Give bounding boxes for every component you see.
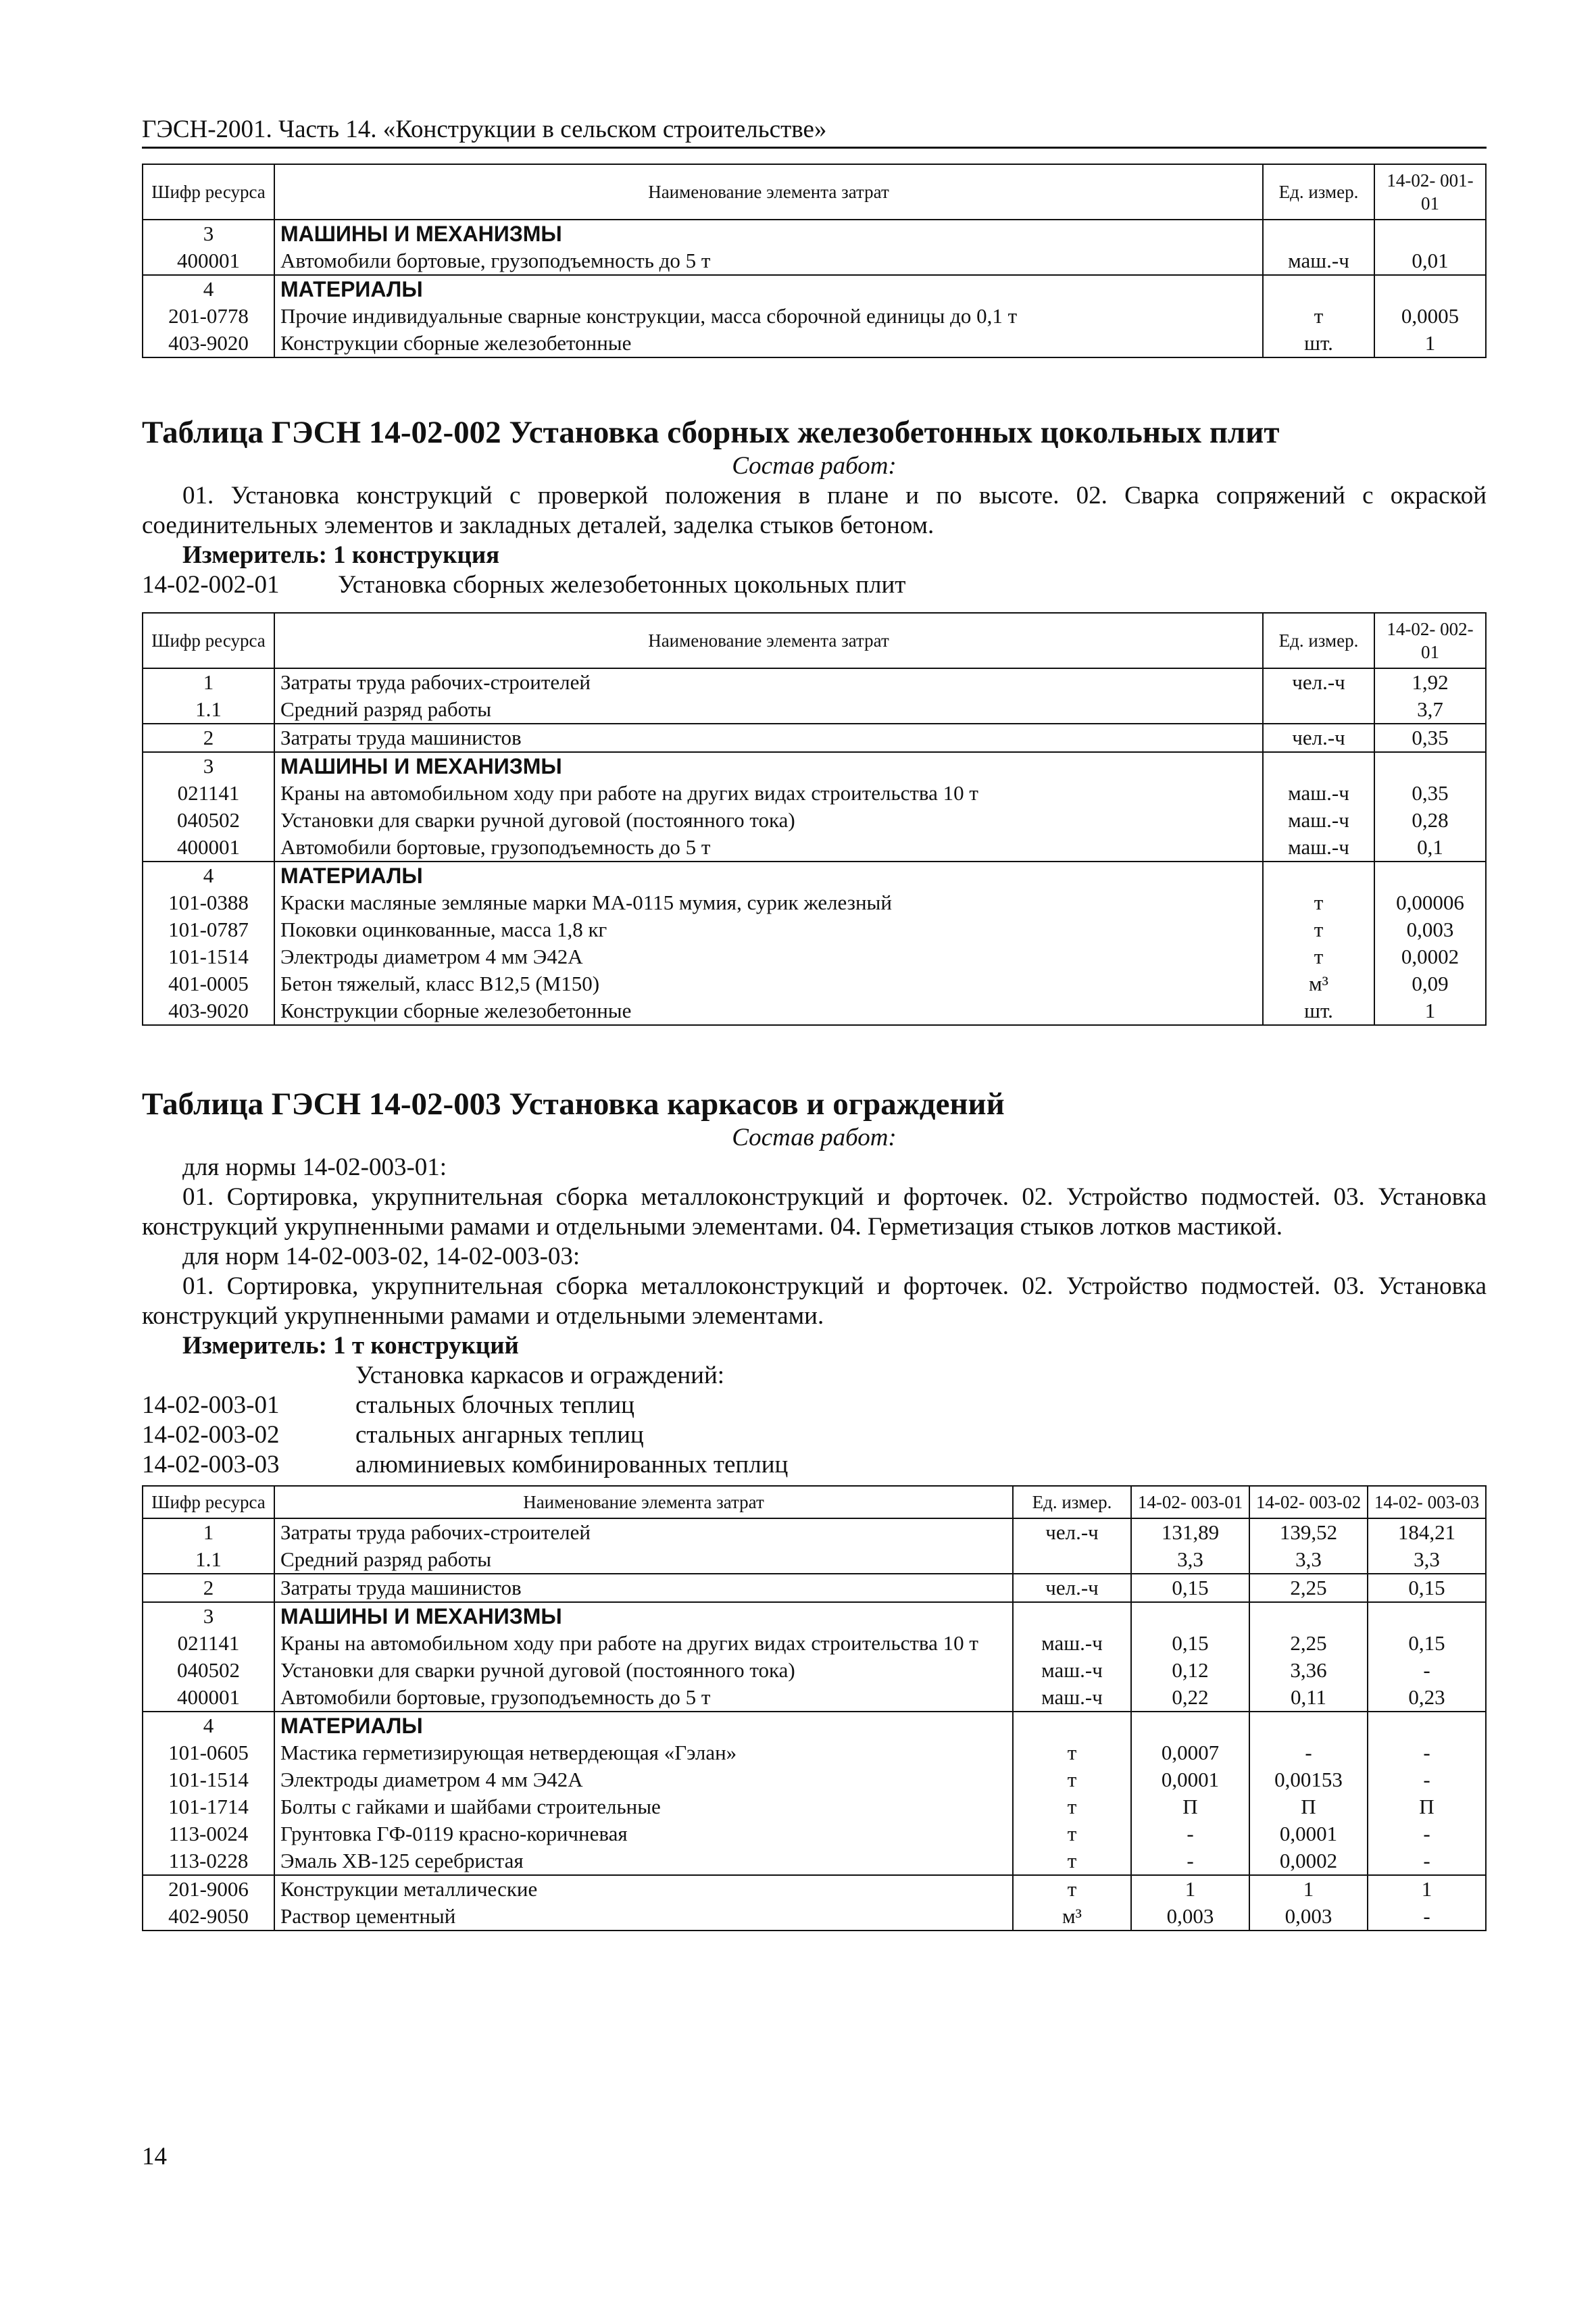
table-row: 021141 Краны на автомобильном ходу при работе на других видах строительства 10 т маш.-ч 0,35 [143,780,1486,807]
norm-text: Установка сборных железобетонных цокольных плит [338,571,906,599]
table-row: 4 МАТЕРИАЛЫ [143,862,1486,889]
norm-line [142,1450,1487,1480]
col-norm3-header: 14-02- 003-03 [1368,1486,1486,1518]
col-name-header: Наименование элемента затрат [274,613,1263,668]
table-row: 101-1514 Электроды диаметром 4 мм Э42А т 0,0001 0,00153 - [143,1766,1486,1793]
col-norm1-header: 14-02- 003-01 [1131,1486,1249,1518]
norm-code: 14-02-003-01 [142,1391,280,1419]
norm-scope-1: для нормы 14-02-003-01: [182,1153,447,1181]
table-row: 1.1 Средний разряд работы 3,7 [143,696,1486,724]
col-name-header: Наименование элемента затрат [274,164,1263,220]
table-row: 113-0024 Грунтовка ГФ-0119 красно-коричневая т - 0,0001 - [143,1820,1486,1847]
table-row: 3 МАШИНЫ И МЕХАНИЗМЫ [143,752,1486,780]
table-row: 403-9020 Конструкции сборные железобетонные шт. 1 [143,330,1486,357]
document-page [142,115,1487,1931]
resource-table-002 [142,612,1487,1026]
col-norm2-header: 14-02- 003-02 [1249,1486,1368,1518]
meter-label: Измеритель: 1 т конструкций [182,1332,519,1360]
norm-code: 14-02-003-03 [142,1451,280,1478]
table-row: 400001 Автомобили бортовые, грузоподъемность до 5 т маш.-ч 0,1 [143,834,1486,862]
table-row: 403-9020 Конструкции сборные железобетонные шт. 1 [143,997,1486,1025]
work-composition-label: Состав работ: [732,1124,897,1151]
col-unit-header: Ед. измер. [1263,164,1374,220]
table-row: 402-9050 Раствор цементный м³ 0,003 0,003 - [143,1903,1486,1931]
page-number: 14 [142,2143,167,2170]
table-row: 101-1714 Болты с гайками и шайбами строительные т П П П [143,1793,1486,1820]
work-composition-text-2: 01. Сортировка, укрупнительная сборка металлоконструкций и форточек. 02. Устройство подмостей. 03. Установка конструкций укрупненными рамами и отдельными элементами. [142,1272,1487,1330]
meter-label: Измеритель: 1 конструкция [182,541,500,569]
norm-code: 14-02-002-01 [142,571,280,599]
resource-table-003 [142,1485,1487,1931]
section-title: Таблица ГЭСН 14-02-003 Установка каркасов и ограждений [142,1087,1005,1122]
table-row: 1.1 Средний разряд работы 3,3 3,3 3,3 [143,1546,1486,1574]
norm-group-label: Установка каркасов и ограждений: [355,1362,725,1389]
norm-code: 14-02-003-02 [142,1421,280,1449]
table-row: 400001 Автомобили бортовые, грузоподъемность до 5 т маш.-ч 0,01 [143,247,1486,275]
section-14-02-002 [142,414,1487,1026]
col-code-header: Шифр ресурса [143,1486,274,1518]
table-row: 4 МАТЕРИАЛЫ [143,1712,1486,1739]
col-norm-header: 14-02- 001-01 [1374,164,1486,220]
table-row: 1 Затраты труда рабочих-строителей чел.-ч 1,92 [143,668,1486,696]
norm-text: стальных ангарных теплиц [355,1421,644,1449]
col-unit-header: Ед. измер. [1263,613,1374,668]
table-row: 101-1514 Электроды диаметром 4 мм Э42А т 0,0002 [143,943,1486,970]
table-row: 4 МАТЕРИАЛЫ [143,275,1486,303]
norm-line [142,1391,1487,1420]
table-row: 040502 Установки для сварки ручной дуговой (постоянного тока) маш.-ч 0,28 [143,807,1486,834]
table-row: 021141 Краны на автомобильном ходу при работе на других видах строительства 10 т маш.-ч 0,15 2,25 0,15 [143,1630,1486,1657]
norm-text: стальных блочных теплиц [355,1391,634,1419]
table-row: 1 Затраты труда рабочих-строителей чел.-ч 131,89 139,52 184,21 [143,1518,1486,1546]
section-title: Таблица ГЭСН 14-02-002 Установка сборных железобетонных цокольных плит [142,415,1280,450]
norm-line [142,1420,1487,1450]
col-norm-header: 14-02- 002-01 [1374,613,1486,668]
col-code-header: Шифр ресурса [143,613,274,668]
table-row: 3 МАШИНЫ И МЕХАНИЗМЫ [143,1602,1486,1630]
norm-line [142,570,1487,600]
table-row: 101-0388 Краски масляные земляные марки МА-0115 мумия, сурик железный т 0,00006 [143,889,1486,916]
table-row: 2 Затраты труда машинистов чел.-ч 0,15 2,25 0,15 [143,1574,1486,1602]
table-row: 040502 Установки для сварки ручной дуговой (постоянного тока) маш.-ч 0,12 3,36 - [143,1657,1486,1684]
norm-text: алюминиевых комбинированных теплиц [355,1451,789,1478]
table-row: 101-0787 Поковки оцинкованные, масса 1,8 кг т 0,003 [143,916,1486,943]
table-row: 401-0005 Бетон тяжелый, класс В12,5 (М150) м³ 0,09 [143,970,1486,997]
table-row: 113-0228 Эмаль ХВ-125 серебристая т - 0,0002 - [143,1847,1486,1875]
norm-scope-2: для норм 14-02-003-02, 14-02-003-03: [182,1243,580,1270]
work-composition-label: Состав работ: [732,452,897,480]
work-composition-text: 01. Установка конструкций с проверкой положения в плане и по высоте. 02. Сварка сопряжений с окраской соединительных элементов и закладных деталей, заделка стыков бетоном. [142,482,1487,539]
table-row: 201-9006 Конструкции металлические т 1 1 1 [143,1875,1486,1903]
table-row: 101-0605 Мастика герметизирующая нетвердеющая «Гэлан» т 0,0007 - - [143,1739,1486,1766]
table-row: 201-0778 Прочие индивидуальные сварные конструкции, масса сборочной единицы до 0,1 т т 0,0005 [143,303,1486,330]
col-code-header: Шифр ресурса [143,164,274,220]
running-header: ГЭСН-2001. Часть 14. «Конструкции в сельском строительстве» [142,115,1487,149]
col-name-header: Наименование элемента затрат [274,1486,1013,1518]
col-unit-header: Ед. измер. [1013,1486,1131,1518]
resource-table-001 [142,164,1487,358]
table-row: 400001 Автомобили бортовые, грузоподъемность до 5 т маш.-ч 0,22 0,11 0,23 [143,1684,1486,1712]
table-row: 3 МАШИНЫ И МЕХАНИЗМЫ [143,220,1486,247]
work-composition-text-1: 01. Сортировка, укрупнительная сборка металлоконструкций и форточек. 02. Устройство подмостей. 03. Установка конструкций укрупненными рамами и отдельными элементами. 04. Герметизация стыков лотков мастикой. [142,1183,1487,1241]
section-14-02-003 [142,1085,1487,1931]
table-row: 2 Затраты труда машинистов чел.-ч 0,35 [143,724,1486,752]
